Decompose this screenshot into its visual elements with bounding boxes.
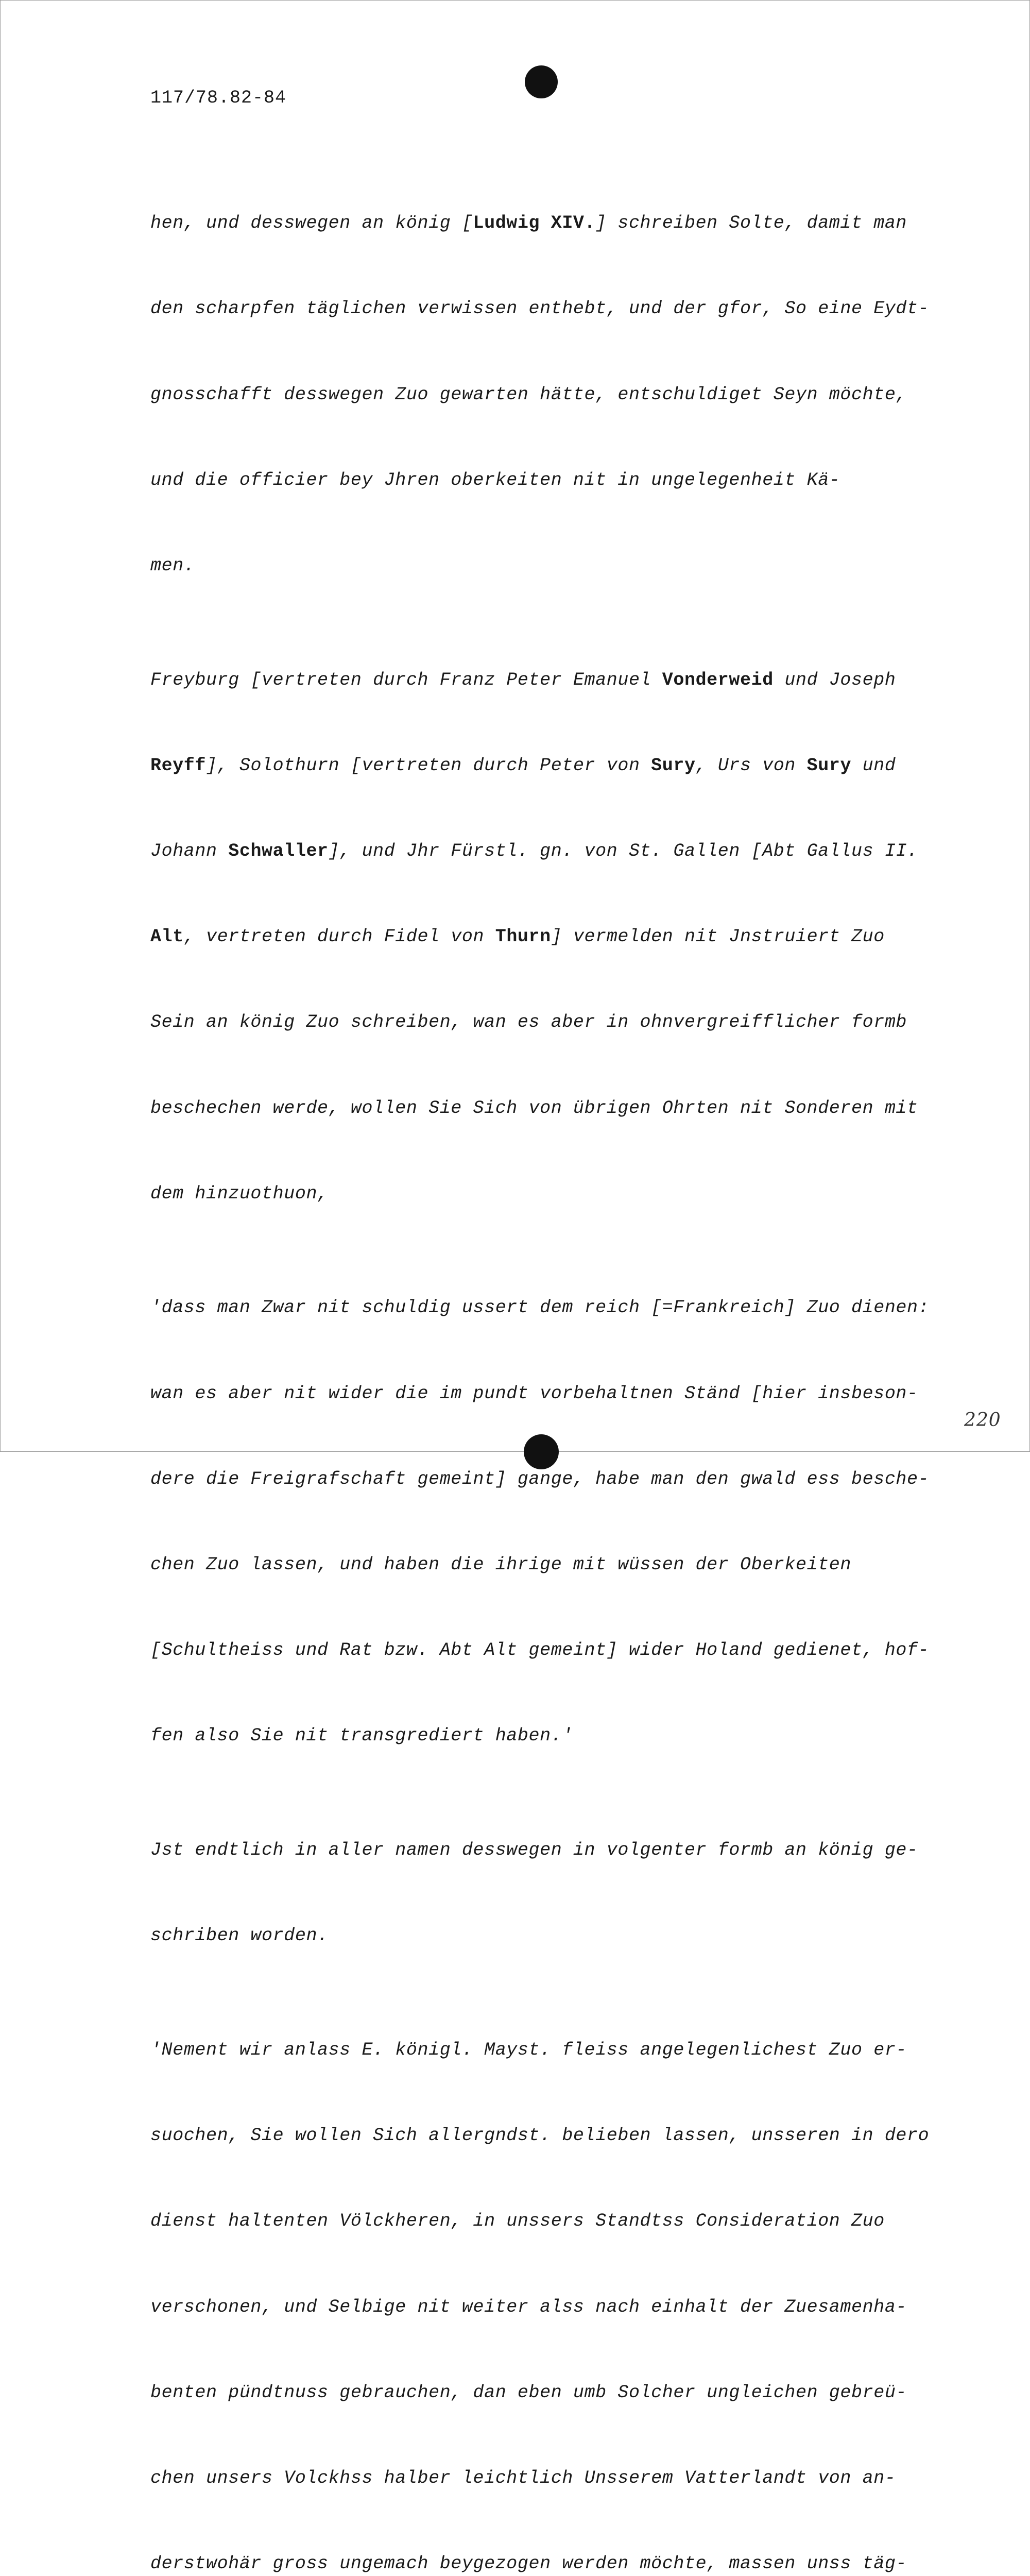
text-line: Johann Schwaller], und Jhr Fürstl. gn. von St. Gallen [Abt Gallus II. [150, 841, 918, 862]
emphasis: Sury [651, 755, 696, 776]
text-line: schriben worden. [150, 1925, 329, 1946]
text-line: [Schultheiss und Rat bzw. Abt Alt gemeint] wider Holand gedienet, hof- [150, 1640, 930, 1661]
text-line: Jst endtlich in aller namen desswegen in volgenter formb an könig ge- [150, 1840, 918, 1861]
emphasis: Reyff [150, 755, 207, 776]
text-line: und die officier bey Jhren oberkeiten nit in ungelegenheit Kä- [150, 469, 840, 490]
text-line: derstwohär gross ungemach beygezogen werden möchte, massen unss täg- [150, 2553, 907, 2574]
document-body [150, 124, 954, 2576]
text-line: wan es aber nit wider die im pundt vorbehaltnen Ständ [hier insbeson- [150, 1383, 918, 1404]
emphasis: Alt [150, 926, 184, 947]
text-line: verschonen, und Selbige nit weiter alss nach einhalt der Zuesamenha- [150, 2296, 907, 2317]
document-reference: 117/78.82-84 [150, 88, 287, 108]
text-line: fen also Sie nit transgrediert haben.' [150, 1725, 573, 1747]
text-line: dem hinzuothuon, [150, 1183, 329, 1204]
text-line: den scharpfen täglichen verwissen enthebt, und der gfor, So eine Eydt- [150, 298, 930, 319]
text-line: benten pündtnuss gebrauchen, dan eben umb Solcher ungleichen gebreü- [150, 2382, 907, 2403]
punch-hole-top [525, 65, 558, 98]
emphasis: Sury [806, 755, 852, 776]
text-line: 'dass man Zwar nit schuldig ussert dem reich [=Frankreich] Zuo dienen: [150, 1297, 930, 1318]
text-line: hen, und desswegen an könig [Ludwig XIV.] schreiben Solte, damit man [150, 213, 907, 234]
text-line: dienst haltenten Völckheren, in unssers Standtss Consideration Zuo [150, 2211, 885, 2232]
text-line: 'Nement wir anlass E. königl. Mayst. fleiss angelegenlichest Zuo er- [150, 2039, 907, 2060]
text-line: Reyff], Solothurn [vertreten durch Peter von Sury, Urs von Sury und [150, 755, 896, 776]
text-line: dere die Freigrafschaft gemeint] gange, habe man den gwald ess besche- [150, 1468, 930, 1489]
text-line: chen Zuo lassen, und haben die ihrige mit wüssen der Oberkeiten [150, 1554, 852, 1575]
text-line: chen unsers Volckhss halber leichtlich Unsserem Vatterlandt von an- [150, 2467, 896, 2488]
emphasis: Schwaller [228, 841, 329, 862]
text-line: suochen, Sie wollen Sich allergndst. belieben lassen, unsseren in dero [150, 2125, 930, 2146]
text-line: Alt, vertreten durch Fidel von Thurn] vermelden nit Jnstruiert Zuo [150, 926, 885, 947]
text-line: Sein an könig Zuo schreiben, wan es aber in ohnvergreifflicher formb [150, 1012, 907, 1033]
page-number: 220 [964, 1410, 1001, 1431]
text-line: beschechen werde, wollen Sie Sich von übrigen Ohrten nit Sonderen mit [150, 1097, 918, 1118]
emphasis: Thurn [495, 926, 551, 947]
text-line: gnosschafft desswegen Zuo gewarten hätte, entschuldiget Seyn möchte, [150, 384, 907, 405]
emphasis: Ludwig XIV. [473, 213, 596, 234]
emphasis: Vonderweid [662, 669, 774, 690]
text-line: Freyburg [vertreten durch Franz Peter Emanuel Vonderweid und Joseph [150, 669, 896, 690]
text-line: men. [150, 555, 195, 577]
